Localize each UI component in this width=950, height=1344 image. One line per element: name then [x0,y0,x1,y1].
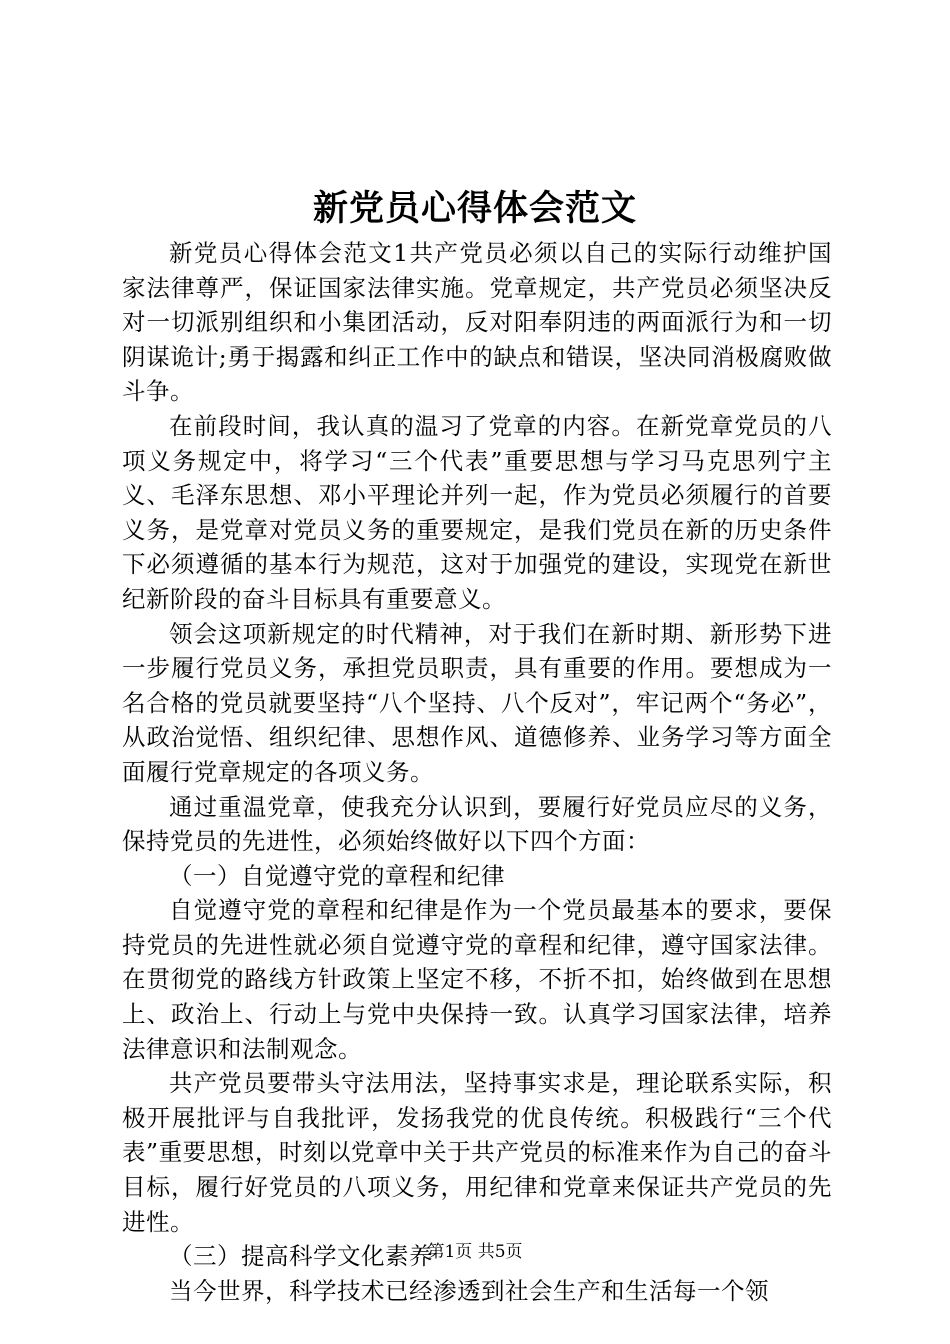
paragraph: 通过重温党章，使我充分认识到，要履行好党员应尽的义务，保持党员的先进性，必须始终做好以下四个方面： [122,792,832,856]
paragraph: 自觉遵守党的章程和纪律是作为一个党员最基本的要求，要保持党员的先进性就必须自觉遵守党的章程和纪律，遵守国家法律。在贯彻党的路线方针政策上坚定不移，不折不扣，始终做到在思想上、政治上、行动上与党中央保持一致。认真学习国家法律，培养法律意识和法制观念。 [122,896,832,1063]
paragraph: 在前段时间，我认真的温习了党章的内容。在新党章党员的八项义务规定中，将学习“三个代表”重要思想与学习马克思列宁主义、毛泽东思想、邓小平理论并列一起，作为党员必须履行的首要义务，是党章对党员义务的重要规定，是我们党员在新的历史条件下必须遵循的基本行为规范，这对于加强党的建设，实现党在新世纪新阶段的奋斗目标具有重要意义。 [122,411,832,613]
paragraph: 共产党员要带头守法用法，坚持事实求是，理论联系实际，积极开展批评与自我批评，发扬我党的优良传统。积极践行“三个代表”重要思想，时刻以党章中关于共产党员的标准来作为自己的奋斗目标，履行好党员的八项义务，用纪律和党章来保证共产党员的先进性。 [122,1069,832,1236]
paragraph: 领会这项新规定的时代精神，对于我们在新时期、新形势下进一步履行党员义务，承担党员职责，具有重要的作用。要想成为一名合格的党员就要坚持“八个坚持、八个反对”，牢记两个“务必”，从政治觉悟、组织纪律、思想作风、道德修养、业务学习等方面全面履行党章规定的各项义务。 [122,619,832,786]
page-footer: 第1页 共5页 [427,1242,523,1262]
section-heading: （三）提高科学文化素养 [169,1242,433,1271]
document-body [122,236,832,1308]
paragraph: 当今世界，科学技术已经渗透到社会生产和生活每一个领 [169,1276,769,1305]
document-title: 新党员心得体会范文 [312,188,637,229]
paragraph: 新党员心得体会范文1共产党员必须以自己的实际行动维护国家法律尊严，保证国家法律实施。党章规定，共产党员必须坚决反对一切派别组织和小集团活动，反对阳奉阴违的两面派行为和一切阴谋诡计;勇于揭露和纠正工作中的缺点和错误，坚决同消极腐败做斗争。 [122,239,832,406]
section-heading: （一）自觉遵守党的章程和纪律 [169,861,505,890]
